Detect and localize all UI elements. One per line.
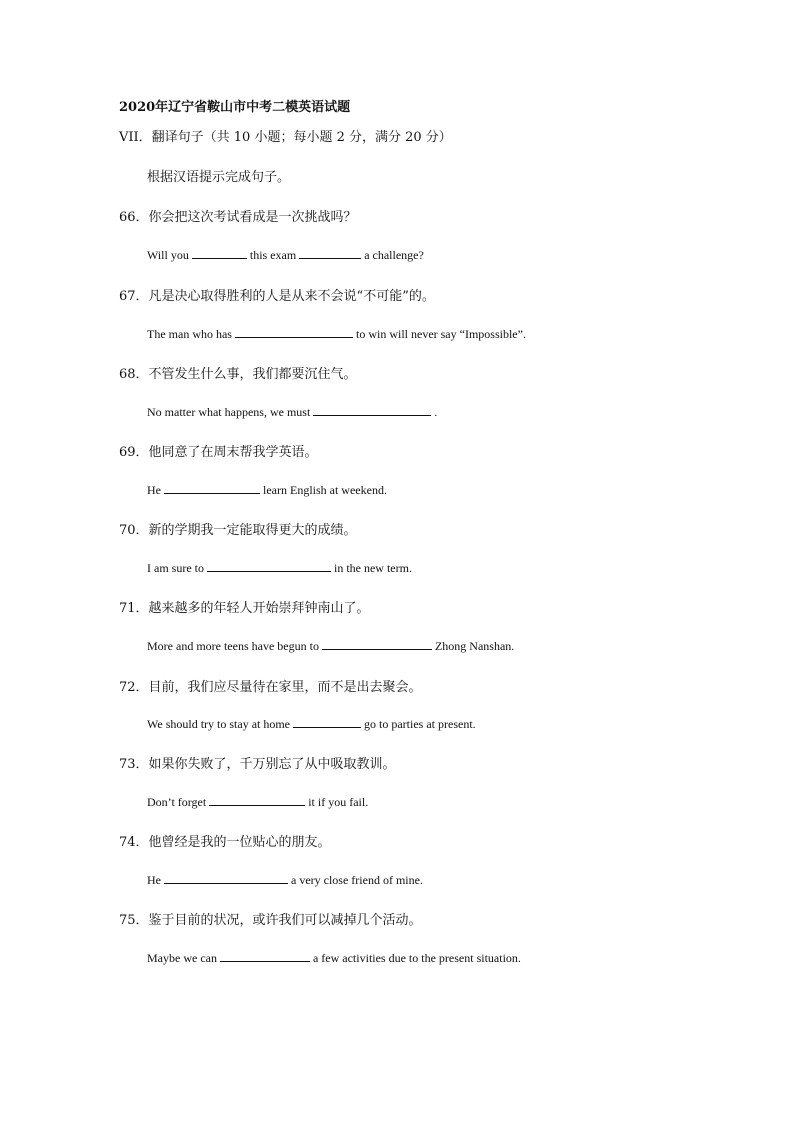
answer-blank[interactable] <box>207 559 331 572</box>
sentence-part: in the new term. <box>333 561 412 575</box>
question-72-english <box>147 715 476 732</box>
sentence-part: No matter what happens, we must <box>147 405 311 419</box>
sentence-part: go to parties at present. <box>364 717 476 731</box>
question-66-chinese: 66．你会把这次考试看成是一次挑战吗？ <box>119 210 357 225</box>
sentence-part: it if you fail. <box>308 795 369 809</box>
question-69-english <box>147 481 387 498</box>
instruction: 根据汉语提示完成句子。 <box>147 170 291 185</box>
answer-blank[interactable] <box>293 715 361 728</box>
question-75-english <box>147 949 521 966</box>
sentence-part: Maybe we can <box>147 951 217 965</box>
question-70-chinese: 70．新的学期我一定能取得更大的成绩。 <box>119 523 357 538</box>
sentence-part: learn English at weekend. <box>263 483 387 497</box>
answer-blank[interactable] <box>209 793 305 806</box>
sentence-part: Zhong Nanshan. <box>434 639 515 653</box>
sentence-part: We should try to stay at home <box>147 717 291 731</box>
question-69-chinese: 69．他同意了在周末帮我学英语。 <box>119 445 318 460</box>
sentence-part: Will you <box>147 248 189 262</box>
question-71-english <box>147 637 514 654</box>
answer-blank[interactable] <box>235 325 353 338</box>
question-73-chinese: 73．如果你失败了，千万别忘了从中吸取教训。 <box>119 757 396 772</box>
answer-blank[interactable] <box>322 637 432 650</box>
answer-blank[interactable] <box>220 949 310 962</box>
question-66-english <box>147 246 424 263</box>
question-74-chinese: 74．他曾经是我的一位贴心的朋友。 <box>119 835 331 850</box>
question-67-chinese: 67．凡是决心取得胜利的人是从来不会说“不可能”的。 <box>119 289 435 304</box>
answer-blank[interactable] <box>299 246 361 259</box>
sentence-part: a few activities due to the present situation. <box>312 951 521 965</box>
question-72-chinese: 72．目前，我们应尽量待在家里，而不是出去聚会。 <box>119 680 422 695</box>
question-70-english <box>147 559 412 576</box>
doc-title: 2020年辽宁省鞍山市中考二模英语试题 <box>119 100 351 115</box>
answer-blank[interactable] <box>164 871 288 884</box>
question-68-english <box>147 403 437 420</box>
sentence-part: The man who has <box>147 327 232 341</box>
sentence-part: More and more teens have begun to <box>147 639 319 653</box>
sentence-part: . <box>434 405 438 419</box>
sentence-part: a very close friend of mine. <box>291 873 423 887</box>
sentence-part: He <box>147 483 161 497</box>
question-68-chinese: 68．不管发生什么事，我们都要沉住气。 <box>119 367 357 382</box>
sentence-part: He <box>147 873 161 887</box>
sentence-part: a challenge? <box>364 248 424 262</box>
question-73-english <box>147 793 368 810</box>
sentence-part: to win will never say “Impossible”. <box>355 327 526 341</box>
section-heading: VII．翻译句子（共 10 小题；每小题 2 分，满分 20 分） <box>119 130 452 145</box>
sentence-part: Don’t forget <box>147 795 207 809</box>
question-74-english <box>147 871 423 888</box>
question-71-chinese: 71．越来越多的年轻人开始崇拜钟南山了。 <box>119 601 370 616</box>
question-75-chinese: 75．鉴于目前的状况，或许我们可以减掉几个活动。 <box>119 913 422 928</box>
sentence-part: this exam <box>249 248 297 262</box>
answer-blank[interactable] <box>192 246 247 259</box>
answer-blank[interactable] <box>313 403 431 416</box>
question-67-english <box>147 325 526 342</box>
answer-blank[interactable] <box>164 481 260 494</box>
sentence-part: I am sure to <box>147 561 204 575</box>
